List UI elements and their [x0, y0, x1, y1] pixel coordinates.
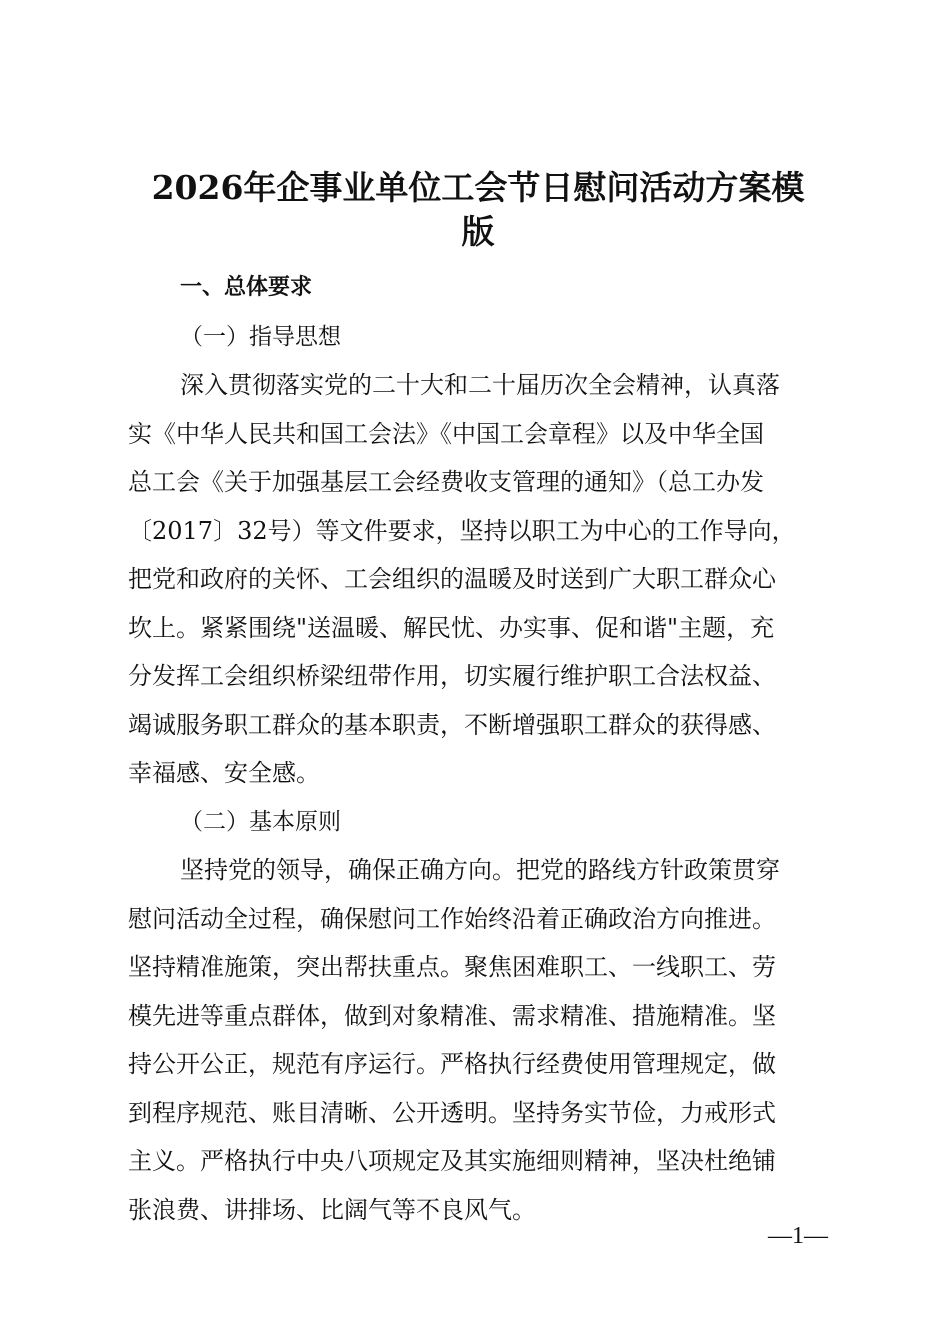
paragraph-line: 坚持党的领导，确保正确方向。把党的路线方针政策贯穿 — [180, 856, 780, 884]
paragraph-guiding-ideology — [128, 361, 818, 798]
paragraph-line: 主义。严格执行中央八项规定及其实施细则精神，坚决杜绝铺 — [128, 1147, 776, 1175]
subsection-heading-basic-principles: （二）基本原则 — [180, 808, 341, 835]
paragraph-line: 实《中华人民共和国工会法》《中国工会章程》以及中华全国 — [128, 419, 764, 448]
paragraph-line: 把党和政府的关怀、工会组织的温暖及时送到广大职工群众心 — [128, 565, 776, 593]
paragraph-line: 持公开公正，规范有序运行。严格执行经费使用管理规定，做 — [128, 1050, 776, 1078]
paragraph-line: 坚持精准施策，突出帮扶重点。聚焦困难职工、一线职工、劳 — [128, 953, 776, 981]
paragraph-line: 〔2017〕32号）等文件要求，坚持以职工为中心的工作导向， — [128, 516, 796, 545]
document-title-line-2: 版 — [461, 212, 495, 251]
section-heading-overall-requirements: 一、总体要求 — [180, 275, 313, 300]
paragraph-line: 模先进等重点群体，做到对象精准、需求精准、措施精准。坚 — [128, 1001, 776, 1030]
paragraph-line: 幸福感、安全感。 — [128, 759, 320, 787]
paragraph-line: 张浪费、讲排场、比阔气等不良风气。 — [128, 1195, 536, 1224]
page-number: —1— — [768, 1223, 828, 1249]
paragraph-basic-principles — [128, 846, 818, 1234]
paragraph-line: 分发挥工会组织桥梁纽带作用，切实履行维护职工合法权益、 — [128, 662, 776, 690]
paragraph-line: 坎上。紧紧围绕"送温暖、解民忧、办实事、促和谐"主题，充 — [128, 613, 775, 642]
subsection-heading-guiding-ideology: （一）指导思想 — [180, 323, 341, 350]
document-body — [128, 264, 818, 1234]
paragraph-line: 竭诚服务职工群众的基本职责，不断增强职工群众的获得感、 — [128, 710, 776, 739]
paragraph-line: 总工会《关于加强基层工会经费收支管理的通知》（总工办发 — [128, 468, 764, 496]
paragraph-line: 到程序规范、账目清晰、公开透明。坚持务实节俭，力戒形式 — [128, 1098, 776, 1127]
document-title — [128, 166, 828, 254]
paragraph-line: 慰问活动全过程，确保慰问工作始终沿着正确政治方向推进。 — [128, 904, 776, 933]
paragraph-line: 深入贯彻落实党的二十大和二十届历次全会精神，认真落 — [180, 371, 780, 399]
document-title-line-1: 2026年企事业单位工会节日慰问活动方案模 — [151, 168, 805, 207]
